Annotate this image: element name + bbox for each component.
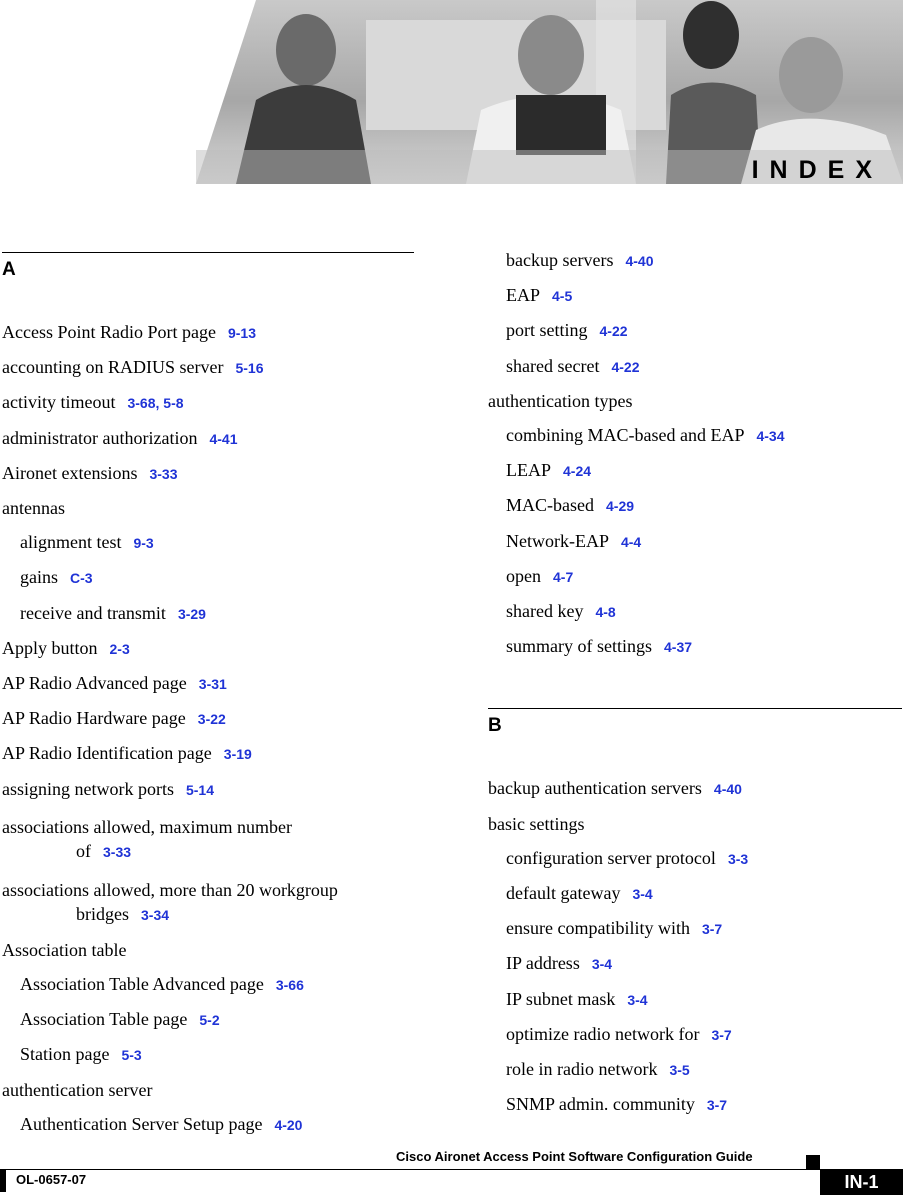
page-ref-link[interactable]: 4-37 xyxy=(664,639,693,656)
index-entry: assigning network ports 5-14 xyxy=(2,778,215,799)
page-number-badge: IN-1 xyxy=(820,1169,903,1195)
page-ref-link[interactable]: 3-22 xyxy=(197,711,226,728)
index-entry: administrator authorization 4-41 xyxy=(2,427,238,448)
page-ref-link[interactable]: 3-7 xyxy=(701,921,723,938)
footer-decoration xyxy=(806,1155,820,1169)
index-heading: Association table xyxy=(2,939,127,960)
page-ref-link[interactable]: 4-40 xyxy=(713,781,742,798)
index-entry: associations allowed, maximum number of 3-33 xyxy=(2,816,292,861)
page-ref-link[interactable]: 3-4 xyxy=(627,991,648,1008)
page-ref-link[interactable]: 4-7 xyxy=(553,568,574,585)
page-ref-link[interactable]: 3-31 xyxy=(198,676,227,693)
index-entry: backup authentication servers 4-40 xyxy=(488,778,742,799)
index-subentry: shared secret 4-22 xyxy=(506,355,640,376)
index-subentry: ensure compatibility with 3-7 xyxy=(506,918,723,939)
index-subentry: summary of settings 4-37 xyxy=(506,636,693,657)
index-subentry: Association Table page 5-2 xyxy=(20,1009,220,1030)
index-subentry: alignment test 9-3 xyxy=(20,532,154,553)
footer-guide-title: Cisco Aironet Access Point Software Configuration Guide xyxy=(396,1149,753,1164)
index-subentry: port setting 4-22 xyxy=(506,320,628,341)
index-subentry: EAP 4-5 xyxy=(506,285,573,306)
header-photo-banner xyxy=(196,0,903,184)
index-column-left xyxy=(2,252,414,1142)
page-ref-link[interactable]: 5-3 xyxy=(121,1047,142,1064)
index-subentry: IP subnet mask 3-4 xyxy=(506,988,648,1009)
page-ref-link[interactable]: 4-40 xyxy=(625,253,654,269)
index-entry: AP Radio Identification page 3-19 xyxy=(2,743,252,764)
index-subentry: Station page 5-3 xyxy=(20,1044,142,1065)
section-letter-b: B xyxy=(488,715,502,737)
index-entry: Aironet extensions 3-33 xyxy=(2,462,178,483)
page-ref-link[interactable]: 3-3 xyxy=(727,850,749,867)
index-subentry: SNMP admin. community 3-7 xyxy=(506,1094,728,1115)
index-subentry: receive and transmit 3-29 xyxy=(20,602,206,623)
index-subentry: configuration server protocol 3-3 xyxy=(506,847,749,868)
index-subentry: optimize radio network for 3-7 xyxy=(506,1023,732,1044)
page-ref-link[interactable]: 4-22 xyxy=(611,358,640,375)
page-ref-link[interactable]: 3-4 xyxy=(632,886,653,903)
page-ref-link[interactable]: 3-34 xyxy=(141,906,170,923)
page-ref-link[interactable]: 3-66 xyxy=(275,977,304,994)
index-entry: activity timeout 3-68, 5-8 xyxy=(2,392,184,413)
index-subentry: Authentication Server Setup page 4-20 xyxy=(20,1113,303,1134)
index-entry: AP Radio Advanced page 3-31 xyxy=(2,673,227,694)
page-ref-link[interactable]: 4-22 xyxy=(599,323,628,340)
footer-doc-number: OL-0657-07 xyxy=(16,1172,87,1187)
page-ref-link[interactable]: 5-2 xyxy=(199,1012,220,1029)
page-ref-link[interactable]: 4-20 xyxy=(274,1116,303,1133)
index-entry: accounting on RADIUS server 5-16 xyxy=(2,357,264,378)
index-subentry: Association Table Advanced page 3-66 xyxy=(20,974,304,995)
page-ref-link[interactable]: 4-41 xyxy=(209,430,238,447)
index-subentry: open 4-7 xyxy=(506,565,574,586)
page-ref-link[interactable]: 4-8 xyxy=(595,604,616,621)
index-heading: authentication types xyxy=(488,390,633,411)
page-ref-link[interactable]: 3-7 xyxy=(711,1026,732,1043)
index-subentry: Network-EAP 4-4 xyxy=(506,530,642,551)
index-subentry: default gateway 3-4 xyxy=(506,883,653,904)
index-subentry: IP address 3-4 xyxy=(506,953,613,974)
index-heading: authentication server xyxy=(2,1079,153,1100)
page-ref-link[interactable]: 5-14 xyxy=(185,781,215,798)
index-entry: Access Point Radio Port page 9-13 xyxy=(2,322,257,342)
page-ref-link[interactable]: 4-29 xyxy=(606,498,635,515)
index-column-right xyxy=(488,243,902,1122)
page-ref-link[interactable]: 3-68, 5-8 xyxy=(127,395,184,412)
page-ref-link[interactable]: 9-3 xyxy=(133,535,154,552)
index-heading: antennas xyxy=(2,498,65,519)
page-ref-link[interactable]: 3-5 xyxy=(669,1062,690,1079)
index-entry: AP Radio Hardware page 3-22 xyxy=(2,708,226,729)
index-heading: basic settings xyxy=(488,813,585,834)
page-ref-link[interactable]: 4-34 xyxy=(756,428,785,445)
index-entry: associations allowed, more than 20 workgroup bridges 3-34 xyxy=(2,879,338,924)
page-ref-link[interactable]: 3-29 xyxy=(177,605,206,622)
footer-rule xyxy=(0,1169,903,1170)
page-ref-link[interactable]: 4-5 xyxy=(552,288,573,305)
index-subentry: LEAP 4-24 xyxy=(506,460,592,481)
index-subentry: shared key 4-8 xyxy=(506,601,616,622)
page-ref-link[interactable]: 3-7 xyxy=(706,1097,728,1114)
index-subentry: backup servers 4-40 xyxy=(506,250,654,270)
page-ref-link[interactable]: 5-16 xyxy=(235,360,264,377)
page-ref-link[interactable]: 2-3 xyxy=(109,640,130,657)
index-subentry: gains C-3 xyxy=(20,567,93,588)
section-spacer xyxy=(488,664,902,708)
index-subentry: role in radio network 3-5 xyxy=(506,1059,690,1080)
page-ref-link[interactable]: 3-33 xyxy=(149,465,178,482)
page-ref-link[interactable]: 3-33 xyxy=(103,843,132,860)
footer-marker xyxy=(0,1170,6,1192)
index-entry: Apply button 2-3 xyxy=(2,637,130,658)
page-ref-link[interactable]: 4-4 xyxy=(620,533,642,550)
section-letter-a: A xyxy=(2,259,16,280)
page-ref-link[interactable]: 3-4 xyxy=(591,956,613,973)
page-ref-link[interactable]: 3-19 xyxy=(223,746,252,763)
page-ref-link[interactable]: 9-13 xyxy=(227,325,257,341)
index-subentry: combining MAC-based and EAP 4-34 xyxy=(506,425,785,446)
page-ref-link[interactable]: 4-24 xyxy=(563,463,592,480)
index-title: INDEX xyxy=(751,156,883,184)
page-ref-link[interactable]: C-3 xyxy=(70,570,93,587)
index-subentry: MAC-based 4-29 xyxy=(506,495,635,516)
